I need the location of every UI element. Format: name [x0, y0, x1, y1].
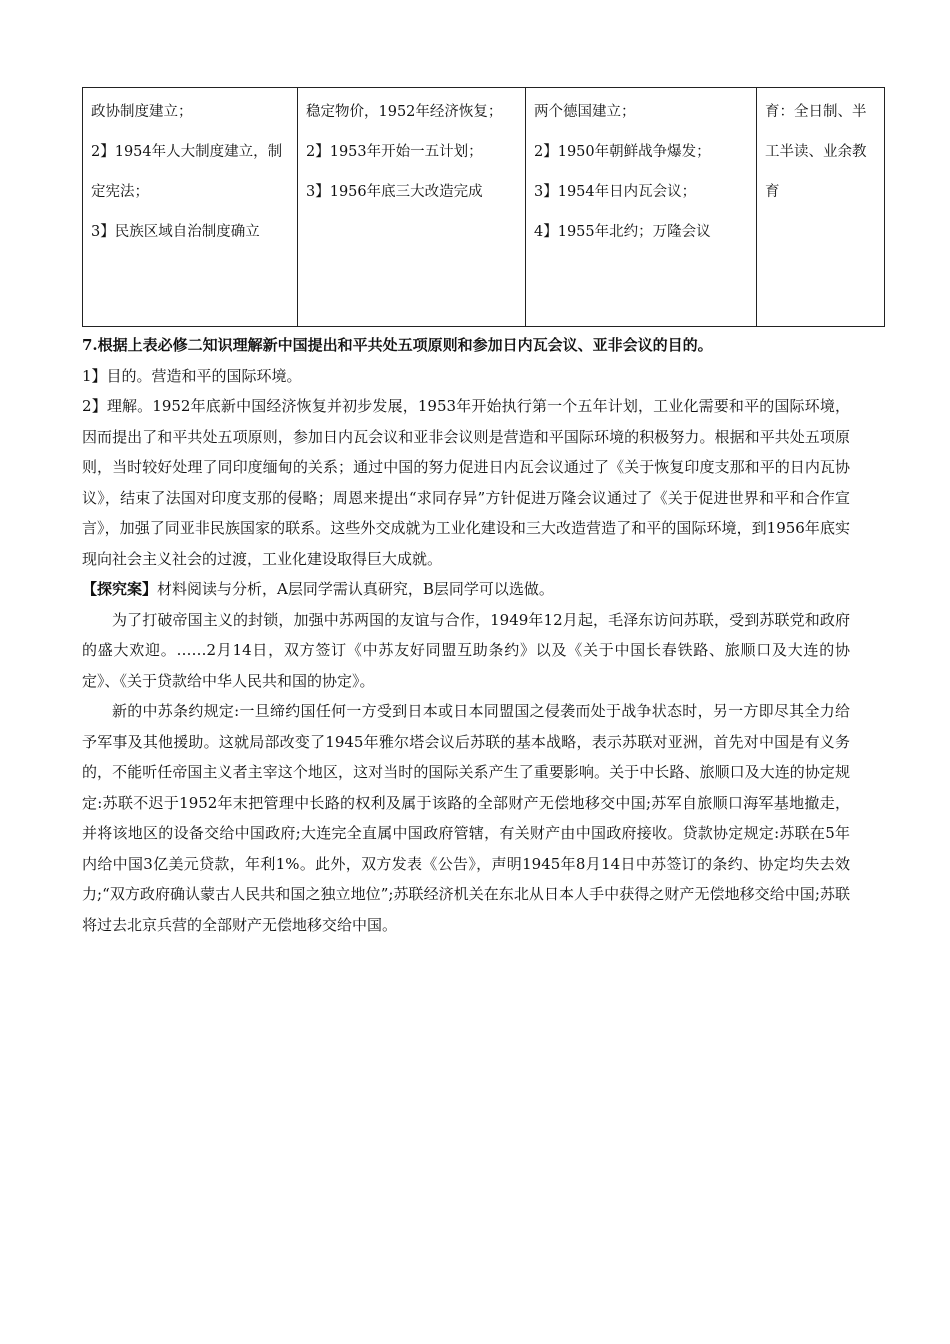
- table-row: [83, 88, 885, 327]
- question-7-heading: 7.根据上表必修二知识理解新中国提出和平共处五项原则和参加日内瓦会议、亚非会议的目的。: [82, 336, 713, 354]
- material-paragraph-2: 新的中苏条约规定:一旦缔约国任何一方受到日本或日本同盟国之侵袭而处于战争状态时，另一方即尽其全力给予军事及其他援助。这就局部改变了1945年雅尔塔会议后苏联的基本战略，表示苏联对亚洲，首先对中国是有义务的，不能听任帝国主义者主宰这个地区，这对当时的国际关系产生了重要影响。关于中长路、旅顺口及大连的协定规定:苏联不迟于1952年末把管理中长路的权利及属于该路的全部财产无偿地移交中国;苏军自旅顺口海军基地撤走，并将该地区的设备交给中国政府;大连完全直属中国政府管辖，有关财产由中国政府接收。贷款协定规定:苏联在5年内给中国3亿美元贷款，年利1%。此外，双方发表《公告》，声明1945年8月14日中苏签订的条约、协定均失去效力;“双方政府确认蒙古人民共和国之独立地位”;苏联经济机关在东北从日本人手中获得之财产无偿地移交给中国;苏联将过去北京兵营的全部财产无偿地移交给中国。: [82, 702, 850, 934]
- table-cell-politics: [83, 88, 298, 327]
- answer-understanding: 2】理解。1952年底新中国经济恢复并初步发展，1953年开始执行第一个五年计划，工业化需要和平的国际环境，因而提出了和平共处五项原则，参加日内瓦会议和亚非会议则是营造和平国际环境的积极努力。根据和平共处五项原则，当时较好处理了同印度缅甸的关系；通过中国的努力促进日内瓦会议通过了《关于恢复印度支那和平的日内瓦协议》，结束了法国对印度支那的侵略；周恩来提出“求同存异”方针促进万隆会议通过了《关于促进世界和平和合作宣言》，加强了同亚非民族国家的联系。这些外交成就为工业化建设和三大改造营造了和平的国际环境，到1956年底实现向社会主义社会的过渡，工业化建设取得巨大成就。: [82, 397, 850, 568]
- cell-line: 育：全日制、半工半读、业余教育: [765, 104, 867, 200]
- cell-line: 政协制度建立；: [91, 104, 193, 120]
- cell-line: 2】1953年开始一五计划；: [306, 144, 483, 160]
- cell-line: 两个德国建立；: [534, 104, 636, 120]
- table-cell-international: [526, 88, 757, 327]
- cell-line: 2】1950年朝鲜战争爆发；: [534, 144, 711, 160]
- table-cell-education: [757, 88, 885, 327]
- cell-line: 4】1955年北约；万隆会议: [534, 224, 711, 240]
- cell-line: 3】1954年日内瓦会议；: [534, 184, 697, 200]
- inquiry-instructions: 材料阅读与分析，A层同学需认真研究，B层同学可以选做。: [157, 580, 554, 598]
- cell-line: 3】民族区域自治制度确立: [91, 224, 260, 240]
- cell-line: 稳定物价，1952年经济恢复；: [306, 104, 503, 120]
- summary-table: [82, 87, 885, 327]
- main-content: [82, 330, 850, 940]
- cell-line: 3】1956年底三大改造完成: [306, 184, 483, 200]
- answer-purpose: 1】目的。营造和平的国际环境。: [82, 366, 302, 385]
- cell-line: 2】1954年人大制度建立，制定宪法；: [91, 144, 283, 200]
- table-cell-economy: [298, 88, 526, 327]
- material-paragraph-1: 为了打破帝国主义的封锁，加强中苏两国的友谊与合作，1949年12月起，毛泽东访问苏联，受到苏联党和政府的盛大欢迎。……2月14日，双方签订《中苏友好同盟互助条约》以及《关于中国长春铁路、旅顺口及大连的协定》、《关于贷款给中华人民共和国的协定》。: [82, 610, 850, 690]
- inquiry-intro: [82, 574, 850, 605]
- inquiry-label: 【探究案】: [82, 580, 158, 598]
